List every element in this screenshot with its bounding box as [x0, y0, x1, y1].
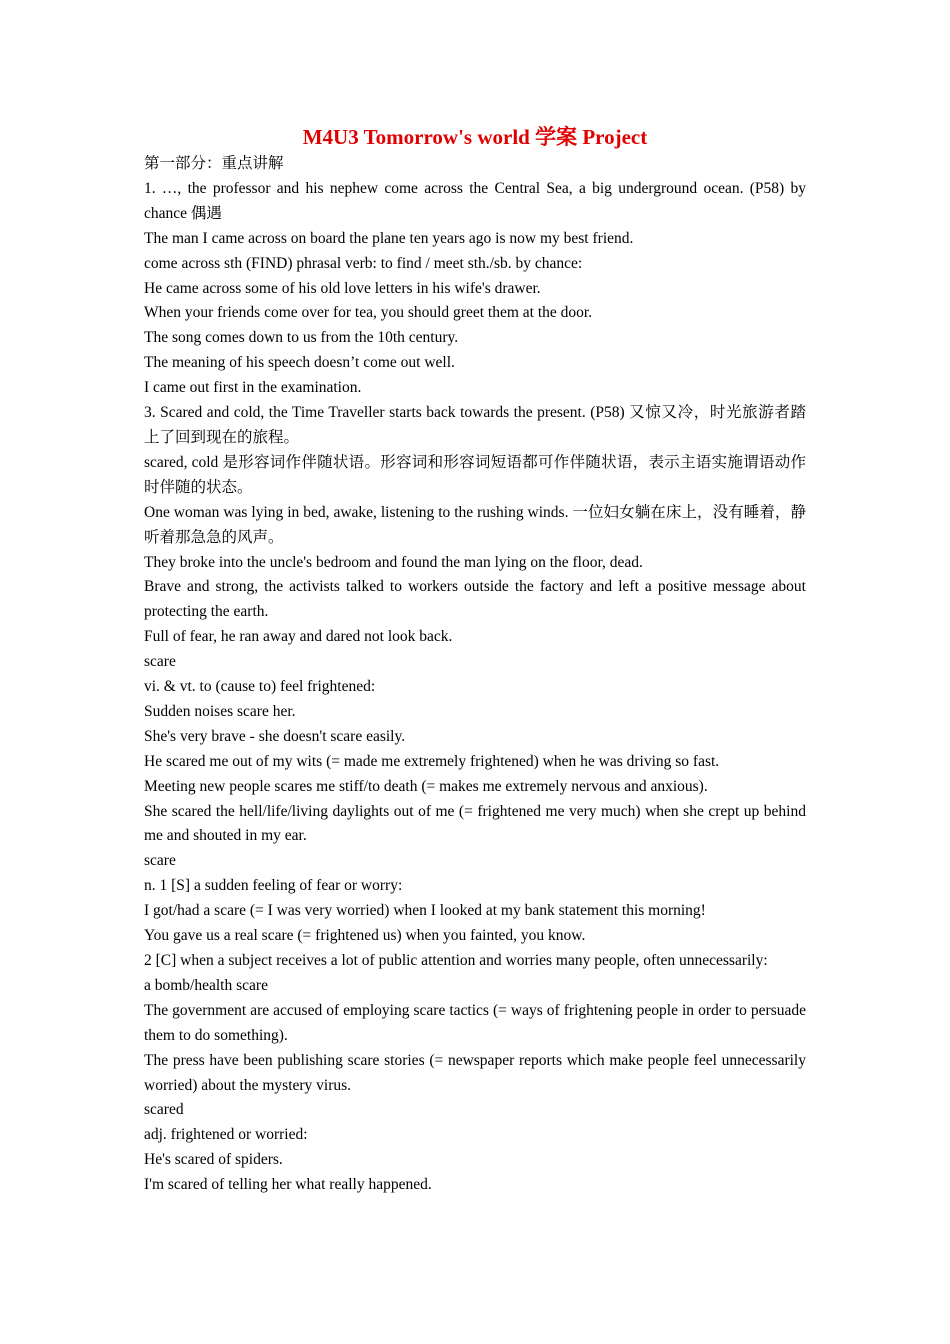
body-paragraph: 3. Scared and cold, the Time Traveller starts back towards the present. (P58) 又惊又冷，时光旅游者踏上了回到现在的旅程。 [144, 404, 806, 446]
body-paragraph: The man I came across on board the plane ten years ago is now my best friend. [144, 229, 634, 247]
body-paragraph: come across sth (FIND) phrasal verb: to find / meet sth./sb. by chance: [144, 254, 583, 272]
body-paragraph: He scared me out of my wits (= made me extremely frightened) when he was driving so fast. [144, 752, 720, 770]
body-paragraph: Brave and strong, the activists talked to workers outside the factory and left a positive message about protecting the earth. [144, 578, 806, 621]
body-paragraph: scare [144, 653, 176, 671]
document-page [144, 122, 806, 1198]
body-paragraph: They broke into the uncle's bedroom and found the man lying on the floor, dead. [144, 553, 643, 571]
body-paragraph: The song comes down to us from the 10th century. [144, 329, 459, 347]
body-paragraph: Full of fear, he ran away and dared not look back. [144, 628, 453, 646]
body-paragraph: He's scared of spiders. [144, 1151, 283, 1169]
body-paragraph: She scared the hell/life/living daylights out of me (= frightened me very much) when she crept up behind me and shouted in my ear. [144, 802, 806, 845]
document-title: M4U3 Tomorrow's world 学案 Project [302, 125, 648, 149]
body-paragraph: You gave us a real scare (= frightened us) when you fainted, you know. [144, 927, 586, 945]
body-paragraph: 1. …, the professor and his nephew come across the Central Sea, a big underground ocean. (P58) by chance 偶遇 [144, 179, 806, 222]
body-paragraph: When your friends come over for tea, you should greet them at the door. [144, 304, 593, 322]
body-paragraph: I'm scared of telling her what really happened. [144, 1176, 432, 1194]
body-paragraph: Sudden noises scare her. [144, 702, 296, 720]
body-paragraph: I came out first in the examination. [144, 379, 362, 397]
body-paragraph: 2 [C] when a subject receives a lot of public attention and worries many people, often unnecessarily: [144, 952, 768, 969]
body-paragraph: scared, cold 是形容词作伴随状语。形容词和形容词短语都可作伴随状语，表示主语实施谓语动作时伴随的状态。 [144, 453, 806, 496]
body-paragraph: The meaning of his speech doesn’t come out well. [144, 354, 455, 372]
body-paragraph: One woman was lying in bed, awake, listening to the rushing winds. 一位妇女躺在床上，没有睡着，静听着那急急的风声。 [144, 503, 806, 546]
body-paragraph: 第一部分：重点讲解 [144, 155, 284, 172]
body-paragraph: adj. frightened or worried: [144, 1126, 308, 1144]
document-body [144, 152, 806, 1198]
body-paragraph: Meeting new people scares me stiff/to death (= makes me extremely nervous and anxious). [144, 777, 708, 795]
body-paragraph: vi. & vt. to (cause to) feel frightened: [144, 678, 376, 696]
body-paragraph: scare [144, 852, 176, 870]
body-paragraph: n. 1 [S] a sudden feeling of fear or worry: [144, 877, 403, 895]
body-paragraph: He came across some of his old love letters in his wife's drawer. [144, 279, 541, 297]
body-paragraph: scared [144, 1101, 184, 1119]
body-paragraph: I got/had a scare (= I was very worried) when I looked at my bank statement this morning! [144, 902, 706, 920]
body-paragraph: a bomb/health scare [144, 976, 268, 994]
body-paragraph: She's very brave - she doesn't scare easily. [144, 727, 406, 745]
body-paragraph: The government are accused of employing scare tactics (= ways of frightening people in order to persuade them to do something). [144, 1001, 806, 1044]
body-paragraph: The press have been publishing scare stories (= newspaper reports which make people feel unnecessarily worried) about the mystery virus. [144, 1051, 806, 1094]
